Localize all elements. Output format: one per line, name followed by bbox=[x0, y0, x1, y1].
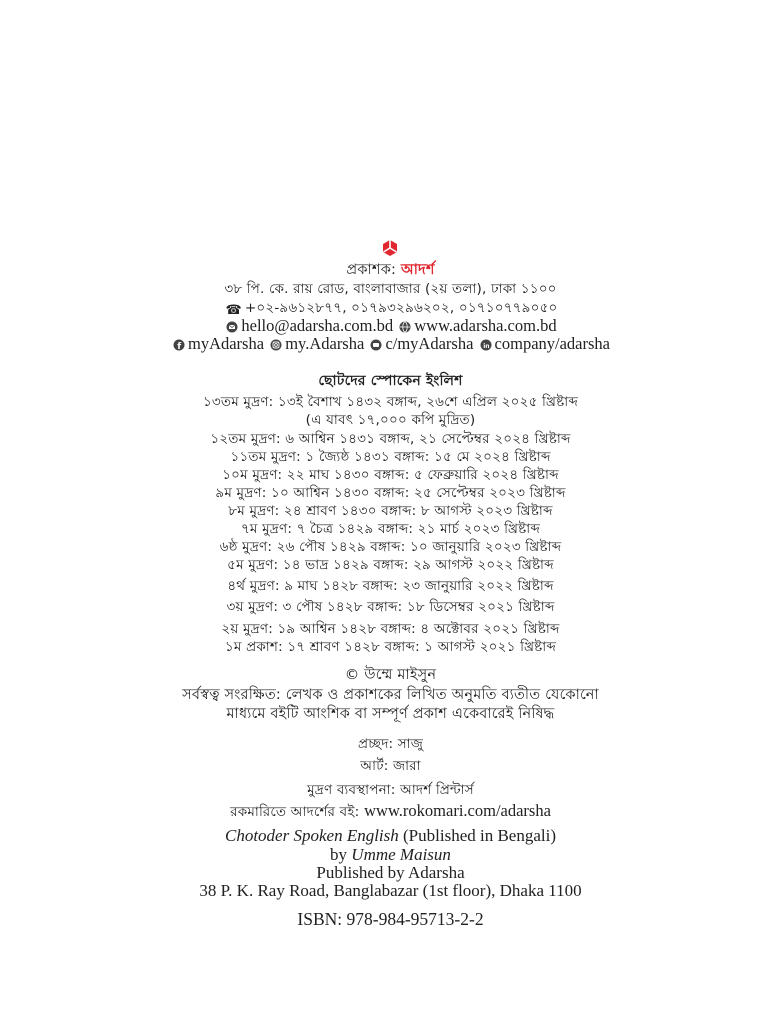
linkedin-link[interactable]: company/adarsha bbox=[494, 334, 610, 353]
svg-text:in: in bbox=[482, 342, 490, 350]
youtube-link[interactable]: c/myAdarsha bbox=[385, 334, 474, 353]
svg-text:f: f bbox=[177, 342, 182, 351]
cover-credit: প্রচ্ছদ: সাজু bbox=[357, 736, 424, 752]
edition-line: ৩য় মুদ্রণ: ৩ পৌষ ১৪২৮ বঙ্গাব্দ: ১৮ ডিসেম্বর ২০২১ খ্রিষ্টাব্দ bbox=[226, 599, 555, 615]
social-line bbox=[0, 335, 781, 353]
rokomari-line bbox=[0, 802, 781, 821]
edition-line: (এ যাবৎ ১৭,০০০ কপি মুদ্রিত) bbox=[305, 412, 476, 428]
linkedin-icon bbox=[480, 339, 492, 351]
art-credit: আর্ট: জারা bbox=[360, 758, 421, 774]
phone-numbers: +০২-৯৬১২৮৭৭, ০১৭৯৩২৯৬২০২, ০১৭১০৭৭৯০৫০ bbox=[244, 300, 558, 316]
english-title-line bbox=[0, 827, 781, 845]
rights-statement-line1: সর্বস্বত্ব সংরক্ষিত: লেখক ও প্রকাশকের লিখিত অনুমতি ব্যতীত যেকোনো bbox=[182, 687, 599, 703]
rokomari-link[interactable]: www.rokomari.com/adarsha bbox=[364, 801, 551, 820]
publisher-name: আদর্শ bbox=[400, 262, 435, 278]
publisher-line bbox=[0, 261, 781, 279]
facebook-icon bbox=[173, 339, 185, 351]
website-link[interactable]: www.adarsha.com.bd bbox=[414, 316, 557, 335]
copyright: © উম্মে মাইসুন bbox=[344, 667, 437, 683]
rights-statement-line2: মাধ্যমে বইটি আংশিক বা সম্পূর্ণ প্রকাশ একেবারেই নিষিদ্ধ bbox=[226, 706, 555, 722]
english-author-line bbox=[0, 846, 781, 864]
email-link[interactable]: hello@adarsha.com.bd bbox=[241, 316, 394, 335]
edition-line: ৯ম মুদ্রণ: ১০ আশ্বিন ১৪৩০ বঙ্গাব্দ: ২৫ সেপ্টেম্বর ২০২৩ খ্রিষ্টাব্দ bbox=[215, 485, 566, 501]
youtube-icon bbox=[370, 339, 382, 351]
edition-line: ৪র্থ মুদ্রণ: ৯ মাঘ ১৪২৮ বঙ্গাব্দ: ২৩ জানুয়ারি ২০২২ খ্রিষ্টাব্দ bbox=[227, 578, 554, 594]
edition-line: ৭ম মুদ্রণ: ৭ চৈত্র ১৪২৯ বঙ্গাব্দ: ২১ মার্চ ২০২৩ খ্রিষ্টাব্দ bbox=[240, 521, 541, 537]
edition-line: ৮ম মুদ্রণ: ২৪ শ্রাবণ ১৪৩০ বঙ্গাব্দ: ৮ আগস্ট ২০২৩ খ্রিষ্টাব্দ bbox=[228, 503, 553, 519]
published-by: Published by Adarsha bbox=[316, 863, 465, 882]
edition-line: ১ম প্রকাশ: ১৭ শ্রাবণ ১৪২৮ বঙ্গাব্দ: ১ আগস্ট ২০২১ খ্রিষ্টাব্দ bbox=[224, 639, 557, 655]
english-title: Chotoder Spoken English bbox=[225, 826, 399, 845]
phone-icon: ☎ bbox=[225, 303, 242, 318]
isbn: ISBN: 978-984-95713-2-2 bbox=[297, 909, 484, 929]
publisher-label: প্রকাশক: bbox=[346, 262, 397, 278]
english-author: Umme Maisun bbox=[351, 845, 451, 864]
book-title-bn: ছোটদের স্পোকেন ইংলিশ bbox=[318, 373, 463, 389]
english-address: 38 P. K. Ray Road, Banglabazar (1st floor), Dhaka 1100 bbox=[199, 881, 582, 900]
english-title-suffix: (Published in Bengali) bbox=[398, 826, 556, 845]
printing-credit: মুদ্রণ ব্যবস্থাপনা: আদর্শ প্রিন্টার্স bbox=[307, 782, 474, 798]
edition-line: ১০ম মুদ্রণ: ২২ মাঘ ১৪৩০ বঙ্গাব্দ: ৫ ফেব্রুয়ারি ২০২৪ খ্রিষ্টাব্দ bbox=[222, 467, 559, 483]
instagram-icon bbox=[270, 339, 282, 351]
rokomari-label: রকমারিতে আদর্শের বই: bbox=[230, 804, 360, 820]
by-label: by bbox=[330, 845, 352, 864]
contact-line bbox=[0, 317, 781, 335]
edition-line: ৬ষ্ঠ মুদ্রণ: ২৬ পৌষ ১৪২৯ বঙ্গাব্দ: ১০ জানুয়ারি ২০২৩ খ্রিষ্টাব্দ bbox=[219, 539, 562, 555]
edition-line: ১৩তম মুদ্রণ: ১৩ই বৈশাখ ১৪৩২ বঙ্গাব্দ, ২৬শে এপ্রিল ২০২৫ খ্রিষ্টাব্দ bbox=[202, 394, 579, 410]
edition-line: ২য় মুদ্রণ: ১৯ আশ্বিন ১৪২৮ বঙ্গাব্দ: ৪ অক্টোবর ২০২১ খ্রিষ্টাব্দ bbox=[221, 621, 560, 637]
edition-line: ৫ম মুদ্রণ: ১৪ ভাদ্র ১৪২৯ বঙ্গাব্দ: ২৯ আগস্ট ২০২২ খ্রিষ্টাব্দ bbox=[227, 557, 554, 573]
edition-line: ১১তম মুদ্রণ: ১ জ্যৈষ্ঠ ১৪৩১ বঙ্গাব্দ: ১৫ মে ২০২৪ খ্রিষ্টাব্দ bbox=[230, 449, 551, 465]
publisher-address: ৩৮ পি. কে. রায় রোড, বাংলাবাজার (২য় তলা), ঢাকা ১১০০ bbox=[224, 281, 557, 297]
adarsha-logo-icon bbox=[381, 239, 399, 257]
globe-icon bbox=[399, 321, 411, 333]
facebook-link[interactable]: myAdarsha bbox=[187, 334, 265, 353]
instagram-link[interactable]: my.Adarsha bbox=[285, 334, 365, 353]
email-icon bbox=[226, 321, 238, 333]
edition-line: ১২তম মুদ্রণ: ৬ আশ্বিন ১৪৩১ বঙ্গাব্দ, ২১ সেপ্টেম্বর ২০২৪ খ্রিষ্টাব্দ bbox=[210, 431, 571, 447]
